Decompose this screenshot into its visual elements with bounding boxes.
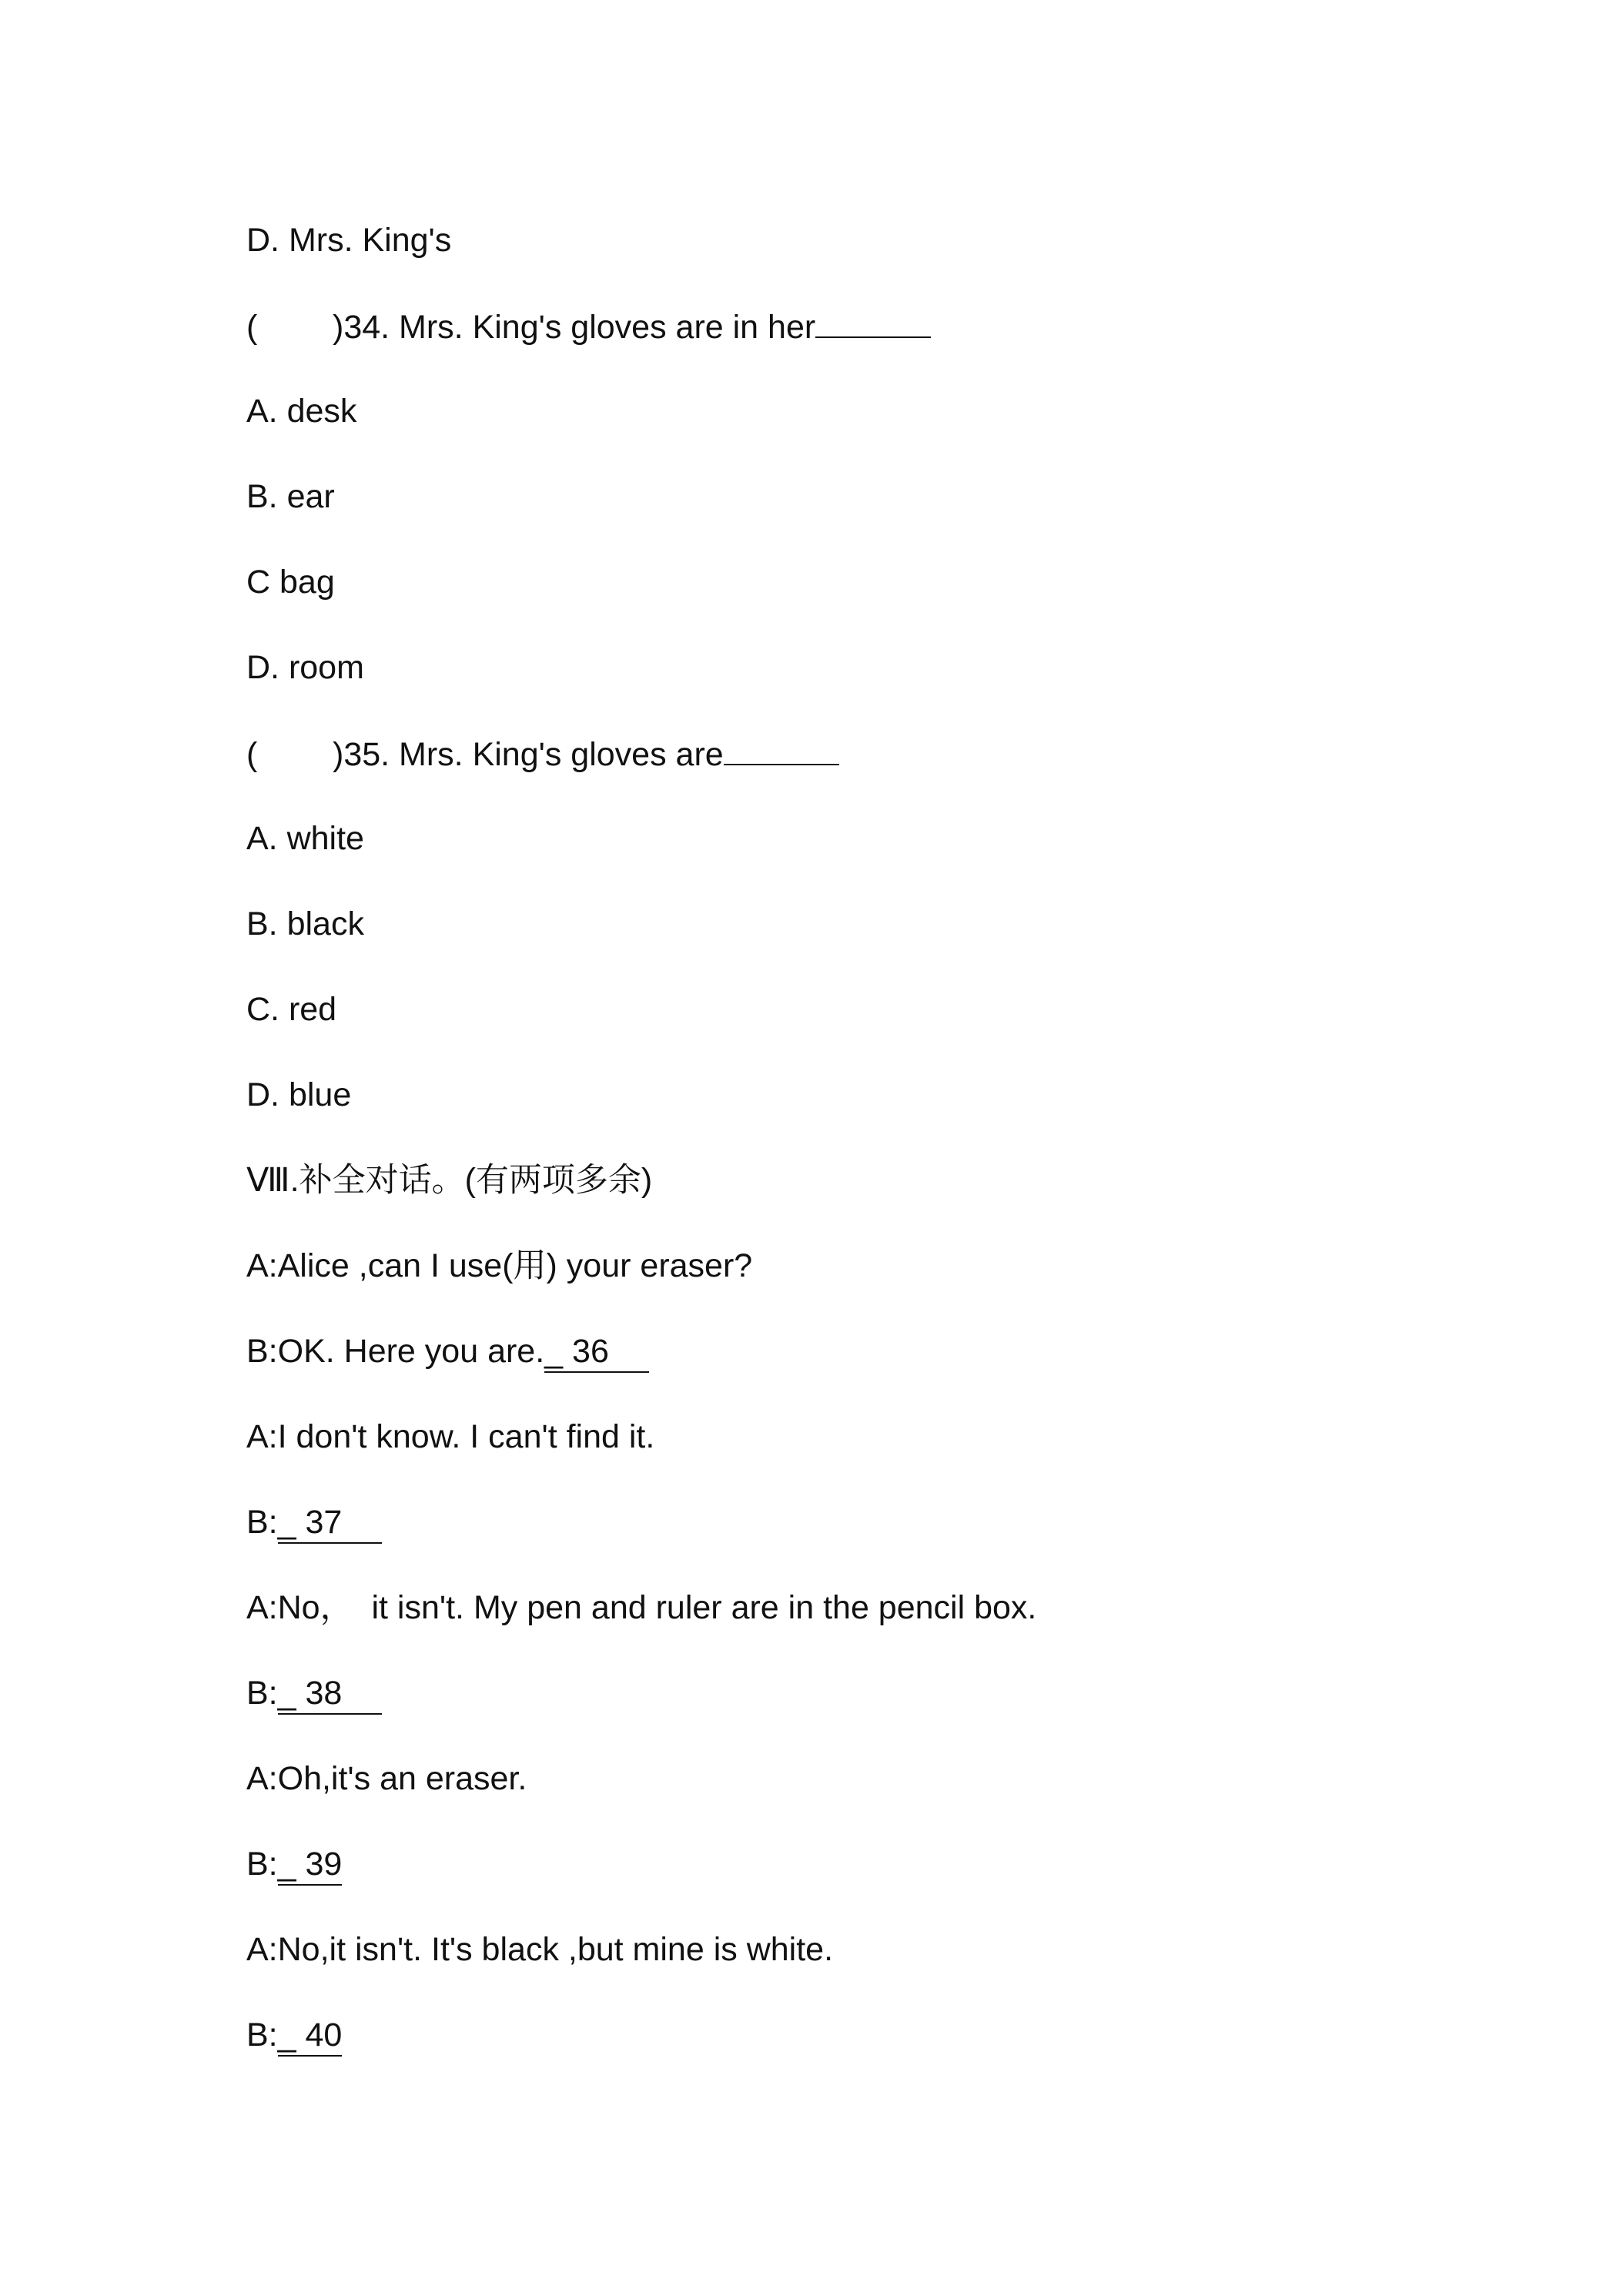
answer-blank-36: _ 36 (544, 1331, 649, 1373)
q33-option-d: D. Mrs. King's (246, 222, 452, 259)
dialogue-speaker-text: B:OK. Here you are. (246, 1333, 545, 1370)
answer-paren: ( (246, 309, 258, 346)
q34-option-a: A. desk (246, 393, 357, 430)
q34-option-c: C bag (246, 564, 335, 601)
answer-blank-38: _ 38 (278, 1673, 383, 1715)
dialogue-line-1: A:Alice ,can I use(用) your eraser? (246, 1247, 753, 1284)
q34-stem (246, 303, 931, 350)
dialogue-speaker: B: (246, 1846, 278, 1883)
dialogue-line-10 (246, 2012, 342, 2058)
answer-blank-37: _ 37 (278, 1502, 383, 1544)
dialogue-line-2 (246, 1328, 649, 1374)
dialogue-line-3: A:I don't know. I can't find it. (246, 1418, 655, 1455)
answer-blank-40: _ 40 (278, 2015, 343, 2057)
q35-option-b: B. black (246, 905, 364, 942)
q35-option-c: C. red (246, 991, 337, 1028)
dialogue-line-5: A:No， it isn't. My pen and ruler are in the pencil box. (246, 1589, 1037, 1626)
answer-blank (815, 303, 931, 338)
dialogue-speaker: B: (246, 1675, 278, 1712)
dialogue-speaker: B: (246, 1504, 278, 1541)
q34-option-b: B. ear (246, 478, 335, 515)
q34-stem-text: )34. Mrs. King's gloves are in her (333, 309, 816, 346)
section-8-title: Ⅷ.补全对话。(有两项多余) (246, 1162, 653, 1199)
answer-paren: ( (246, 736, 258, 773)
dialogue-line-4 (246, 1499, 382, 1545)
q35-option-d: D. blue (246, 1076, 352, 1113)
dialogue-line-8 (246, 1841, 342, 1887)
q35-stem (246, 730, 839, 778)
dialogue-speaker: B: (246, 2017, 278, 2053)
dialogue-line-9: A:No,it isn't. It's black ,but mine is white. (246, 1931, 834, 1968)
q35-option-a: A. white (246, 820, 364, 857)
q34-option-d: D. room (246, 649, 364, 686)
answer-blank-39: _ 39 (278, 1844, 343, 1886)
dialogue-line-7: A:Oh,it's an eraser. (246, 1760, 527, 1797)
dialogue-line-6 (246, 1670, 382, 1716)
answer-blank (724, 730, 839, 765)
q35-stem-text: )35. Mrs. King's gloves are (333, 736, 724, 773)
